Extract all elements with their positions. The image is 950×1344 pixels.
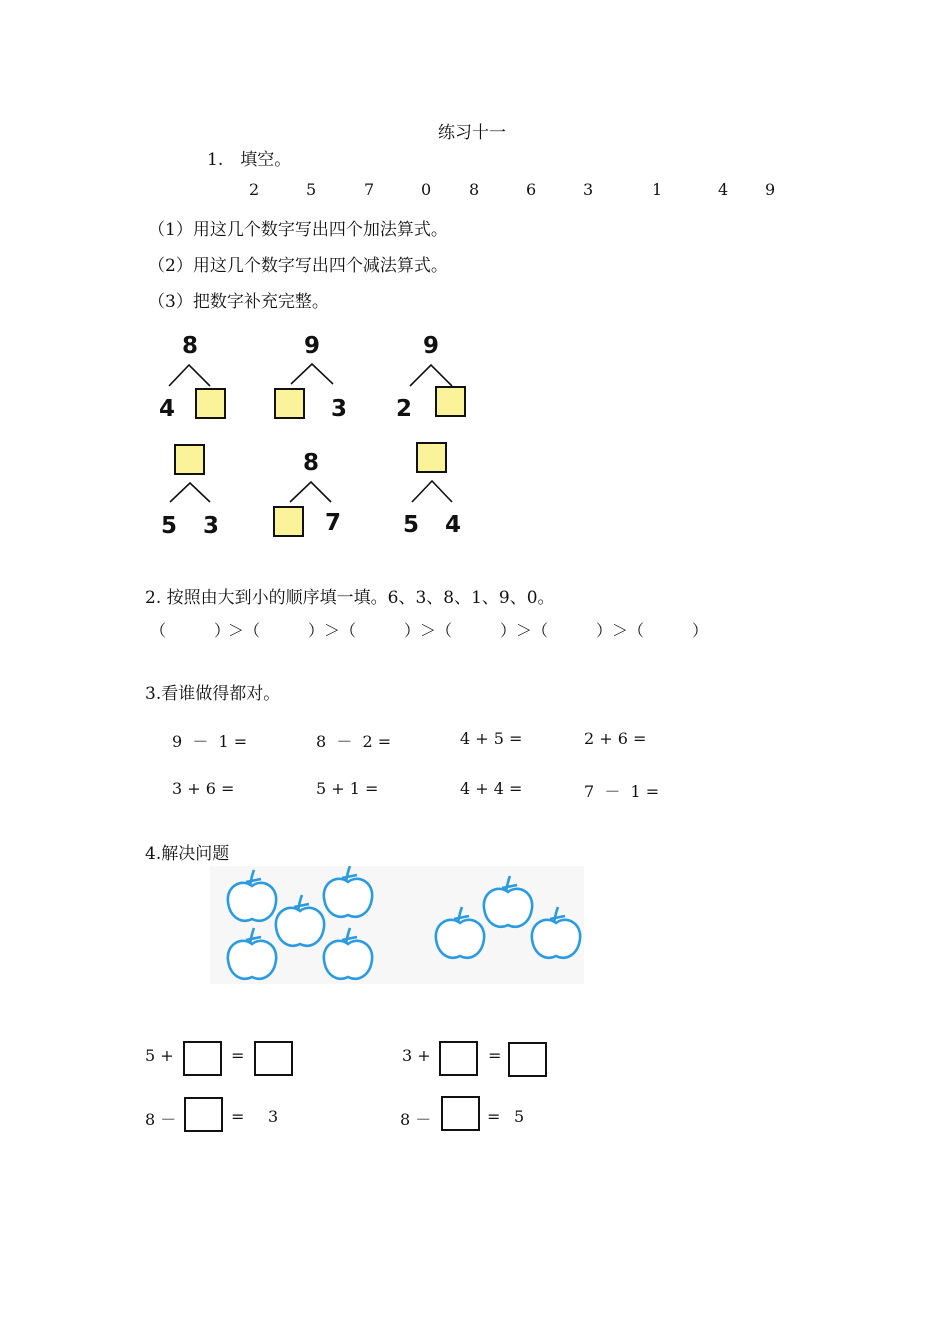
eq-sign: = [231,1107,245,1126]
eq-sign: = [231,1046,245,1065]
answer-box[interactable] [441,1096,480,1131]
eq-left-term: 8 － [400,1110,432,1129]
digit: 4 [718,180,729,199]
bond-left-number: 4 [159,396,176,422]
bond-left-number: 5 [161,513,178,539]
equation: 2 + 6 = [584,729,647,748]
equation: 4 + 5 = [460,729,523,748]
q1-sub1: （1）用这几个数字写出四个加法算式。 [148,220,448,240]
q1-sub2: （2）用这几个数字写出四个减法算式。 [148,256,448,276]
answer-box[interactable] [184,1097,223,1132]
answer-box[interactable] [435,386,466,417]
equation: 9 － 1 = [172,732,248,751]
digit: 5 [306,180,317,199]
blank-paren[interactable]: ＞（ ） [516,621,613,640]
bond-top-number: 8 [182,333,199,359]
answer-box[interactable] [183,1041,222,1076]
digit: 3 [583,180,594,199]
equation: 7 － 1 = [584,782,660,801]
digit: 6 [526,180,537,199]
eq-result: 3 [268,1107,279,1126]
digit: 0 [421,180,432,199]
eq-result: 5 [514,1107,525,1126]
eq-sign: = [488,1046,502,1065]
answer-box[interactable] [195,388,226,419]
blank-paren[interactable]: ＞（ ） [324,621,421,640]
equation: 8 － 2 = [316,732,392,751]
blank-paren[interactable]: ＞（ ） [420,621,517,640]
bond-left-number: 2 [396,396,413,422]
answer-box[interactable] [254,1041,293,1076]
bond-right-number: 7 [325,510,342,536]
bond-top-number: 9 [423,333,440,359]
bond-right-number: 4 [445,512,462,538]
digit: 7 [364,180,375,199]
blank-paren[interactable]: ＞（ ） [612,621,709,640]
q3-heading: 3.看谁做得都对。 [145,684,281,704]
page-title: 练习十一 [438,123,506,143]
q1-heading: 1. 填空。 [207,150,292,170]
eq-left-term: 8 － [145,1110,177,1129]
digit: 9 [765,180,776,199]
bond-right-number: 3 [331,396,348,422]
answer-box[interactable] [416,442,447,473]
answer-box[interactable] [439,1041,478,1076]
bond-right-number: 3 [203,513,220,539]
bond-top-number: 8 [303,450,320,476]
answer-box[interactable] [274,388,305,419]
bond-top-number: 9 [304,333,321,359]
apples-illustration [210,866,584,984]
eq-sign: = [487,1107,501,1126]
blank-paren[interactable]: （ ） [150,621,231,640]
equation: 4 + 4 = [460,779,523,798]
digit: 2 [249,180,260,199]
answer-box[interactable] [508,1042,547,1077]
answer-box[interactable] [273,506,304,537]
eq-left-term: 3 + [402,1046,431,1065]
bond-left-number: 5 [403,512,420,538]
eq-left-term: 5 + [145,1046,174,1065]
q2-heading: 2. 按照由大到小的顺序填一填。6、3、8、1、9、0。 [145,588,555,608]
q4-heading: 4.解决问题 [145,844,230,864]
equation: 3 + 6 = [172,779,235,798]
answer-box[interactable] [174,444,205,475]
digit: 1 [652,180,663,199]
q1-sub3: （3）把数字补充完整。 [148,292,329,312]
digit: 8 [469,180,480,199]
equation: 5 + 1 = [316,779,379,798]
blank-paren[interactable]: ＞（ ） [228,621,325,640]
